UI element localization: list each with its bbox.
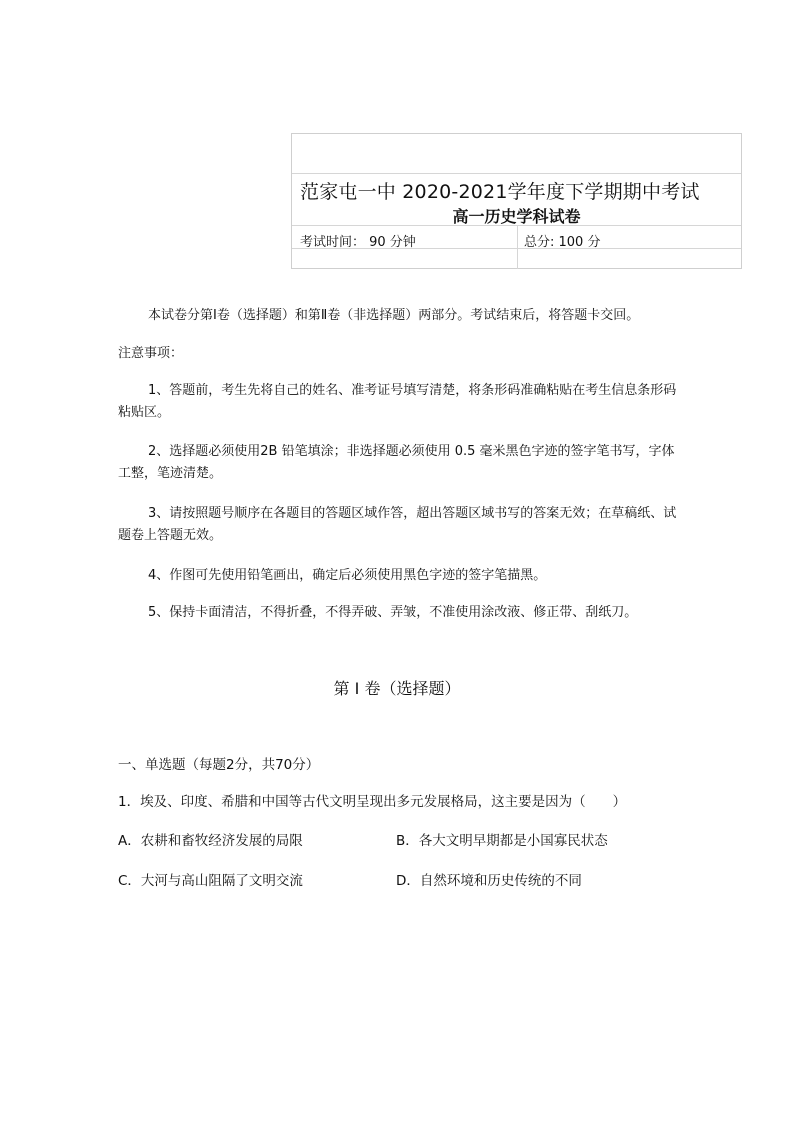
header-blank-row xyxy=(292,134,741,174)
note-item: 2、选择题必须使用2B 铅笔填涂；非选择题必须使用 0.5 毫米黑色字迹的签字笔书写，字体工整，笔迹清楚。 xyxy=(118,444,675,481)
intro-text: 本试卷分第Ⅰ卷（选择题）和第Ⅱ卷（非选择题）两部分。考试结束后，将答题卡交回。 xyxy=(148,308,640,323)
note-item: 1、答题前，考生先将自己的姓名、准考证号填写清楚，将条形码准确粘贴在考生信息条形码粘贴区。 xyxy=(118,383,677,420)
option-b: B．各大文明早期都是小国寡民状态 xyxy=(396,833,608,849)
section-title: 第 Ⅰ 卷（选择题） xyxy=(333,679,461,698)
option-d: D．自然环境和历史传统的不同 xyxy=(396,873,582,889)
header-column-divider xyxy=(517,226,518,269)
exam-header-table xyxy=(291,133,742,269)
school-exam-title: 范家屯一中 2020-2021学年度下学期期中考试 xyxy=(300,181,700,203)
part-title: 一、单选题（每题2分，共70分） xyxy=(118,757,320,773)
notes-heading: 注意事项： xyxy=(118,346,184,361)
exam-time: 考试时间： 90 分钟 xyxy=(300,235,416,250)
total-score: 总分: 100 分 xyxy=(524,235,601,250)
option-c: C．大河与高山阻隔了文明交流 xyxy=(118,873,303,889)
question-stem: 1．埃及、印度、希腊和中国等古代文明呈现出多元发展格局，这主要是因为（ ） xyxy=(118,794,627,810)
subject-title: 高一历史学科试卷 xyxy=(452,207,581,226)
note-item: 4、作图可先使用铅笔画出，确定后必须使用黑色字迹的签字笔描黑。 xyxy=(148,568,547,583)
note-item: 3、请按照题号顺序在各题目的答题区域作答，超出答题区域书写的答案无效；在草稿纸、试题卷上答题无效。 xyxy=(118,506,677,543)
option-a: A．农耕和畜牧经济发展的局限 xyxy=(118,833,303,849)
note-item: 5、保持卡面清洁，不得折叠，不得弄破、弄皱，不准使用涂改液、修正带、刮纸刀。 xyxy=(148,605,638,620)
